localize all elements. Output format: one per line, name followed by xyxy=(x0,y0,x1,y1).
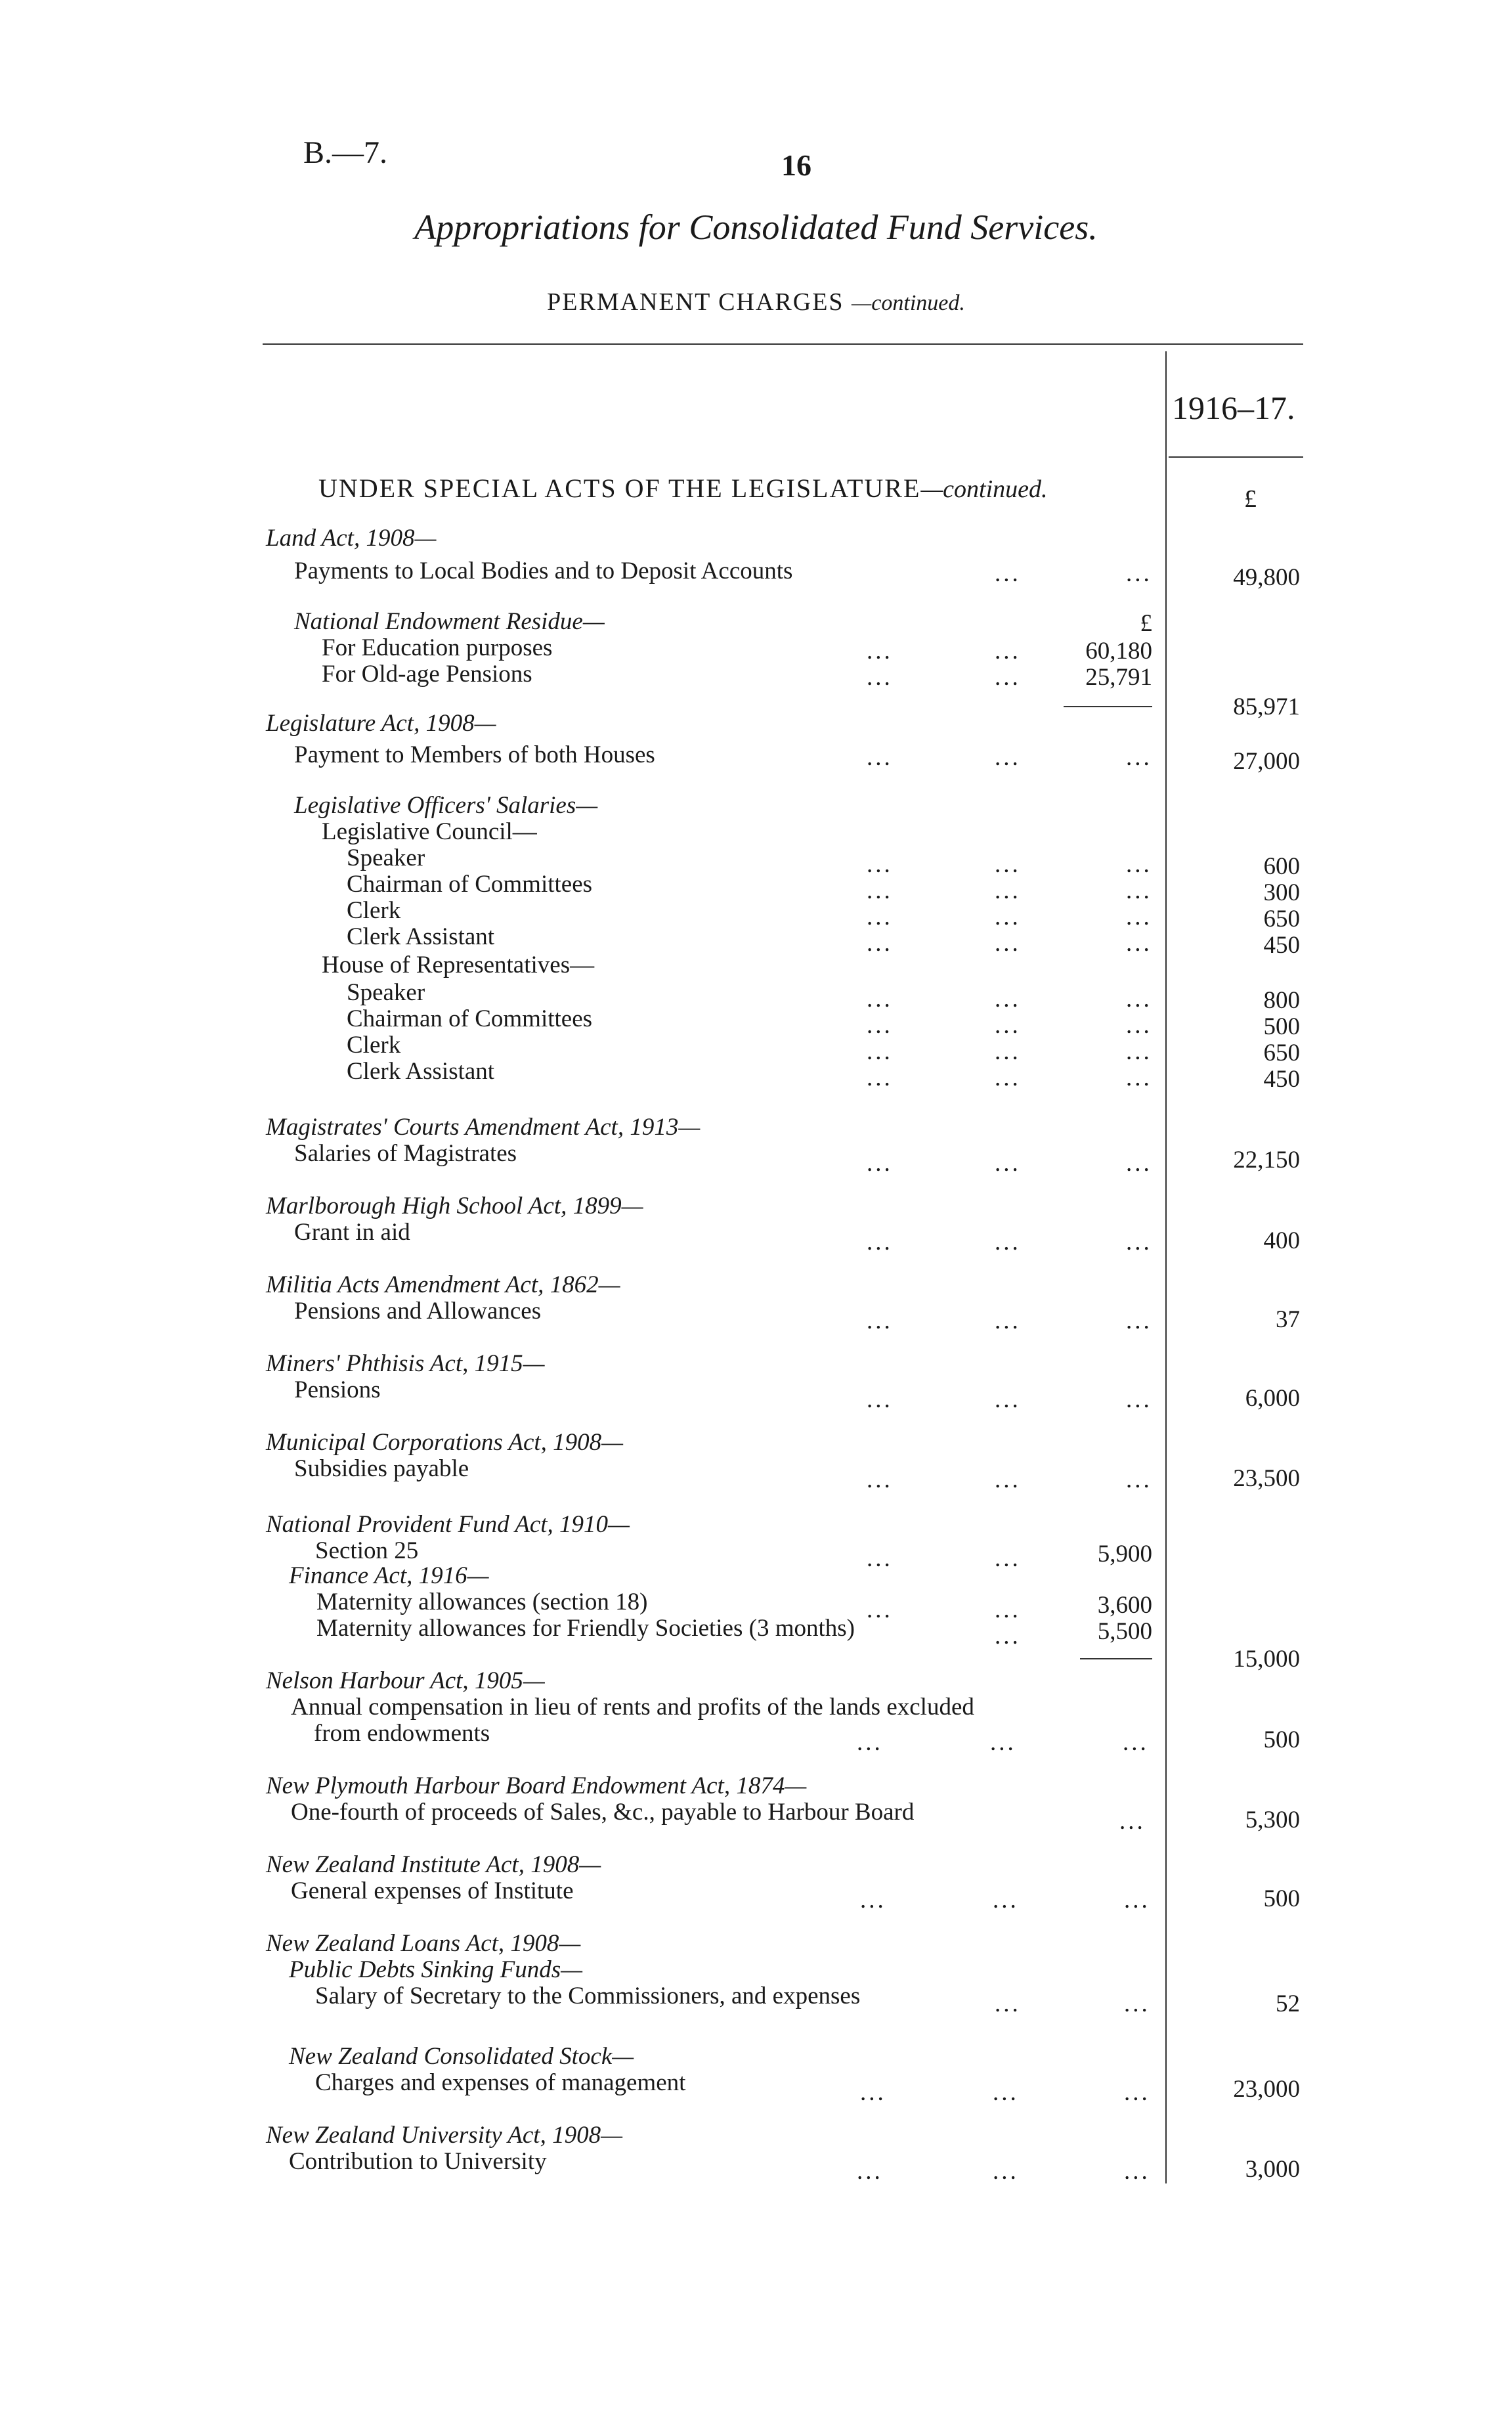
leader-dots: ... xyxy=(995,1386,1021,1413)
act-title: Land Act, 1908— xyxy=(266,525,437,552)
amount-total: 300 xyxy=(1263,879,1300,906)
leader-dots: ... xyxy=(867,1038,893,1065)
item-label: Salary of Secretary to the Commissioners, and expenses xyxy=(315,1983,861,2009)
leader-dots: ... xyxy=(995,877,1021,904)
leader-dots: ... xyxy=(995,1229,1021,1256)
amount-total: 3,000 xyxy=(1245,2156,1300,2183)
leader-dots: ... xyxy=(867,1150,893,1177)
leader-dots: ... xyxy=(867,986,893,1013)
item-label: Salaries of Magistrates xyxy=(294,1140,517,1167)
item-label: For Education purposes xyxy=(322,634,553,661)
leader-dots: ... xyxy=(995,638,1021,665)
item-label: Clerk xyxy=(347,897,401,924)
amount-sub: 5,500 xyxy=(1097,1618,1152,1645)
amount-total: 600 xyxy=(1263,853,1300,880)
leader-dots: ... xyxy=(1126,930,1152,957)
leader-dots: ... xyxy=(995,851,1021,878)
act-title: Nelson Harbour Act, 1905— xyxy=(266,1667,545,1694)
amount-total: 27,000 xyxy=(1233,748,1300,775)
leader-dots: ... xyxy=(1123,1729,1149,1756)
leader-dots: ... xyxy=(867,1386,893,1413)
leader-dots: ... xyxy=(1126,986,1152,1013)
item-label: One-fourth of proceeds of Sales, &c., payable to Harbour Board xyxy=(291,1799,915,1826)
subhead: Public Debts Sinking Funds— xyxy=(289,1956,583,1983)
act-title: Marlborough High School Act, 1899— xyxy=(266,1193,643,1219)
leader-dots: ... xyxy=(1124,2079,1150,2106)
act-title: New Zealand Institute Act, 1908— xyxy=(266,1851,601,1878)
item-label: Payments to Local Bodies and to Deposit Accounts xyxy=(294,558,793,584)
amount-total: 23,000 xyxy=(1233,2076,1300,2103)
act-title: Magistrates' Courts Amendment Act, 1913— xyxy=(266,1114,701,1141)
leader-dots: ... xyxy=(867,1466,893,1493)
subtitle-continued: —continued. xyxy=(852,291,965,315)
leader-dots: ... xyxy=(1124,1990,1150,2017)
amount-sub: 5,900 xyxy=(1097,1541,1152,1568)
leader-dots: ... xyxy=(867,744,893,771)
leader-dots: ... xyxy=(857,1729,883,1756)
item-label: Grant in aid xyxy=(294,1219,410,1246)
act-title: Miners' Phthisis Act, 1915— xyxy=(266,1350,545,1377)
leader-dots: ... xyxy=(995,1596,1021,1623)
section-heading xyxy=(318,473,1048,504)
leader-dots: ... xyxy=(867,1545,893,1572)
amount-total: 450 xyxy=(1263,932,1300,959)
item-label: Subsidies payable xyxy=(294,1455,469,1482)
item-label: Contribution to University xyxy=(289,2148,547,2175)
subtitle-main: PERMANENT CHARGES xyxy=(547,288,844,316)
top-rule xyxy=(263,343,1303,345)
leader-dots: ... xyxy=(867,877,893,904)
amount-total: 23,500 xyxy=(1233,1465,1300,1492)
leader-dots: ... xyxy=(1126,1307,1152,1334)
item-label: Charges and expenses of management xyxy=(315,2069,686,2096)
leader-dots: ... xyxy=(995,904,1021,931)
item-label: Clerk Assistant xyxy=(347,1058,495,1085)
amount-total: 650 xyxy=(1263,906,1300,932)
leader-dots: ... xyxy=(1126,1466,1152,1493)
subhead: Finance Act, 1916— xyxy=(289,1562,489,1589)
item-label: Maternity allowances for Friendly Societies (3 months) xyxy=(316,1615,855,1642)
amount-total: 400 xyxy=(1263,1227,1300,1254)
item-label: Clerk xyxy=(347,1032,401,1059)
item-label: Maternity allowances (section 18) xyxy=(316,1589,648,1615)
leader-dots: ... xyxy=(867,930,893,957)
leader-dots: ... xyxy=(1124,1887,1150,1914)
leader-dots: ... xyxy=(1126,1012,1152,1039)
item-label: General expenses of Institute xyxy=(291,1877,574,1904)
act-title: New Zealand Loans Act, 1908— xyxy=(266,1930,581,1957)
subhead: House of Representatives— xyxy=(322,952,595,978)
item-label: Pensions and Allowances xyxy=(294,1298,542,1325)
amount-total: 500 xyxy=(1263,1013,1300,1040)
leader-dots: ... xyxy=(860,1887,886,1914)
page-title: Appropriations for Consolidated Fund Services. xyxy=(414,208,1098,247)
leader-dots: ... xyxy=(993,1887,1019,1914)
item-label: Payment to Members of both Houses xyxy=(294,741,655,768)
leader-dots: ... xyxy=(990,1729,1016,1756)
amount-sub: 3,600 xyxy=(1097,1592,1152,1619)
leader-dots: ... xyxy=(867,664,893,691)
amount-total: 49,800 xyxy=(1233,564,1300,591)
item-label: Speaker xyxy=(347,979,425,1006)
leader-dots: ... xyxy=(867,1229,893,1256)
amount-total: 37 xyxy=(1276,1306,1300,1333)
amount-total: 85,971 xyxy=(1233,693,1300,720)
leader-dots: ... xyxy=(995,1545,1021,1572)
leader-dots: ... xyxy=(1126,904,1152,931)
section-heading-continued: —continued. xyxy=(920,475,1048,503)
leader-dots: ... xyxy=(995,930,1021,957)
leader-dots: ... xyxy=(1119,1808,1146,1835)
leader-dots: ... xyxy=(1126,1150,1152,1177)
leader-dots: ... xyxy=(867,1012,893,1039)
leader-dots: ... xyxy=(867,1064,893,1091)
subhead: New Zealand Consolidated Stock— xyxy=(289,2043,634,2070)
leader-dots: ... xyxy=(995,744,1021,771)
subhead: Legislative Officers' Salaries— xyxy=(294,792,598,819)
leader-dots: ... xyxy=(1126,1064,1152,1091)
item-label: Pensions xyxy=(294,1376,381,1403)
leader-dots: ... xyxy=(995,986,1021,1013)
leader-dots: ... xyxy=(995,1064,1021,1091)
section-heading-main: UNDER SPECIAL ACTS OF THE LEGISLATURE xyxy=(318,473,921,503)
leader-dots: ... xyxy=(995,1012,1021,1039)
amount-sub: 25,791 xyxy=(1085,664,1152,691)
leader-dots: ... xyxy=(995,1466,1021,1493)
leader-dots: ... xyxy=(867,851,893,878)
leader-dots: ... xyxy=(995,1038,1021,1065)
act-title: Municipal Corporations Act, 1908— xyxy=(266,1429,624,1456)
leader-dots: ... xyxy=(860,2079,886,2106)
leader-dots: ... xyxy=(995,664,1021,691)
leader-dots: ... xyxy=(1126,1038,1152,1065)
act-title: Legislature Act, 1908— xyxy=(266,710,496,737)
year-column-header: 1916–17. xyxy=(1172,389,1295,426)
amount-total: 500 xyxy=(1263,1885,1300,1912)
leader-dots: ... xyxy=(995,1623,1021,1650)
leader-dots: ... xyxy=(995,560,1021,587)
page-number: 16 xyxy=(781,148,811,182)
item-label: For Old-age Pensions xyxy=(322,661,532,688)
year-rule xyxy=(1169,456,1303,458)
item-label: from endowments xyxy=(314,1720,490,1747)
act-title: New Zealand University Act, 1908— xyxy=(266,2122,622,2149)
leader-dots: ... xyxy=(995,1990,1021,2017)
amount-total: 15,000 xyxy=(1233,1646,1300,1673)
amount-total: 800 xyxy=(1263,987,1300,1014)
act-title: National Provident Fund Act, 1910— xyxy=(266,1511,630,1538)
leader-dots: ... xyxy=(1126,560,1152,587)
item-label: Speaker xyxy=(347,844,425,871)
leader-dots: ... xyxy=(1124,2158,1150,2185)
amount-total: 500 xyxy=(1263,1726,1300,1753)
leader-dots: ... xyxy=(1126,877,1152,904)
amount-total: 450 xyxy=(1263,1066,1300,1093)
pound-symbol: £ xyxy=(1140,610,1152,637)
leader-dots: ... xyxy=(867,904,893,931)
leader-dots: ... xyxy=(857,2158,883,2185)
item-label: Section 25 xyxy=(315,1537,419,1564)
leader-dots: ... xyxy=(993,2158,1019,2185)
document-code: B.—7. xyxy=(303,135,388,170)
leader-dots: ... xyxy=(1126,744,1152,771)
pound-column-symbol: £ xyxy=(1244,485,1257,513)
item-label: Chairman of Committees xyxy=(347,1005,593,1032)
amount-total: 52 xyxy=(1276,1990,1300,2017)
leader-dots: ... xyxy=(995,1307,1021,1334)
subhead: National Endowment Residue— xyxy=(294,608,605,635)
amount-total: 5,300 xyxy=(1245,1807,1300,1833)
subhead: Legislative Council— xyxy=(322,818,537,845)
item-label: Chairman of Committees xyxy=(347,871,593,898)
act-title: Militia Acts Amendment Act, 1862— xyxy=(266,1271,620,1298)
leader-dots: ... xyxy=(995,1150,1021,1177)
amount-total: 6,000 xyxy=(1245,1385,1300,1412)
amount-total: 22,150 xyxy=(1233,1147,1300,1173)
leader-dots: ... xyxy=(867,1596,893,1623)
leader-dots: ... xyxy=(1126,851,1152,878)
page-subtitle xyxy=(0,288,1512,317)
leader-dots: ... xyxy=(867,638,893,665)
leader-dots: ... xyxy=(867,1307,893,1334)
item-label: Annual compensation in lieu of rents and profits of the lands excluded xyxy=(291,1694,974,1721)
leader-dots: ... xyxy=(993,2079,1019,2106)
amount-total: 650 xyxy=(1263,1040,1300,1066)
leader-dots: ... xyxy=(1126,1229,1152,1256)
item-label: Clerk Assistant xyxy=(347,923,495,950)
leader-dots: ... xyxy=(1126,1386,1152,1413)
amount-sub: 60,180 xyxy=(1085,638,1152,665)
act-title: New Plymouth Harbour Board Endowment Act, 1874— xyxy=(266,1772,807,1799)
